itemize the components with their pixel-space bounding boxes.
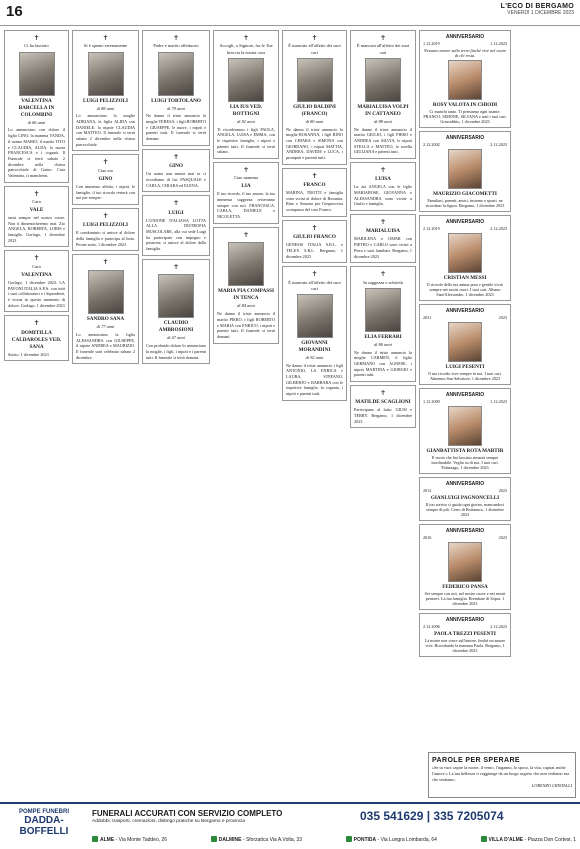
portrait-photo: [88, 52, 124, 96]
portrait-photo: [297, 294, 333, 338]
anniversary-notice: [419, 524, 511, 610]
notice-text: sarai sempre nel nostro cuore. Non ti dimenticheremo mai. Zio ANGELA, ROBERTA, LORIS e famiglie. Gorlago, 1 dicembre 2023: [8, 215, 65, 243]
location-pin-icon: [346, 836, 352, 842]
obituary-notice: [72, 30, 139, 151]
deceased-name: GIOVANNI MORANDINI: [298, 339, 331, 353]
anniversary-dates: [423, 41, 507, 46]
deceased-name: VALE: [29, 207, 44, 214]
notice-text: Ne danno il triste annuncio la moglie TERESA, i figli ROBERTO e GIUSEPPE, le nuore, i nipoti e parenti tutti. Il funerale si terrà domani.: [146, 113, 206, 142]
anniversary-to: 2.12.2023: [490, 142, 507, 147]
portrait-photo: [448, 406, 482, 446]
deceased-name: MARIA PIA COMPASSI IN TENCA: [217, 288, 275, 302]
notice-text: MARILENA e OMAR con PIETRO e CARLO sono vicini a Piero e suoi familiari. Bergamo, 1 dicembre 2023: [354, 236, 412, 259]
portrait-photo: [228, 242, 264, 286]
parole-text: «Se tu vuoi capire la morte, il vento, l'inganno, lo sposo, la vita, capirai anche l'amore.» La tua bellezza ci raggiunge da un luogo segreto che non vediamo ma che sentiamo.: [432, 765, 570, 783]
anniversary-from: 1.12.2019: [423, 41, 440, 46]
anniversary-to: 1.12.2023: [490, 399, 507, 404]
obituary-notice: [4, 315, 69, 361]
deceased-name: LUIGI TORTOLANO: [151, 97, 201, 104]
anniversary-to: 1.12.2023: [490, 41, 507, 46]
cross-icon: ✝: [102, 158, 109, 167]
deceased-name: GINO: [169, 163, 183, 170]
notice-text: Il tuo ricordo, il tuo amore, la tua immensa saggezza resteranno sempre con noi. FRANCESCA, CARLA, DANIELE e NICOLETTA.: [217, 191, 275, 220]
portrait-photo: [19, 52, 55, 96]
cross-icon: ✝: [173, 262, 179, 271]
anniversary-title: ANNIVERSARIO: [445, 617, 485, 623]
obituary-notice: [350, 214, 416, 263]
anniversary-text: Il tuo ricordo vive sempre in noi. I tuoi cari. Almenno San Salvatore, 1 dicembre 2023: [428, 371, 502, 381]
ad-subtitle: Addobbi, trasporti, cremazioni, disbrigo pratiche su Bergamo e provincia: [92, 819, 246, 824]
deceased-name: MATILDE SCAGLIONI: [355, 399, 411, 406]
deceased-name: GINO: [98, 175, 113, 182]
anniversary-from: 2021: [423, 315, 432, 320]
anniversary-title: ANNIVERSARIO: [445, 34, 485, 40]
cross-icon: ✝: [380, 165, 386, 174]
deceased-name: VALENTINA: [21, 271, 52, 278]
anniversary-text: La morte non vince sull'amore, finché un amore vive. Ricordando la mamma Paola. Bergamo, 1 dicembre 2023: [424, 638, 506, 653]
ad-phone: 035 541629 | 335 7205074: [360, 809, 504, 823]
anniversary-notice: [419, 131, 511, 212]
obituary-column: [350, 30, 416, 798]
anniversary-from: 1.12.2009: [423, 399, 440, 404]
anniversary-from: 2.12.2019: [423, 226, 440, 231]
portrait-photo: [448, 60, 482, 100]
notice-text: La zia ANGELA con le figlie MARIAROSE, GIOVANNA e ALESSANDRA sono vicine a Giulio e famiglia.: [354, 184, 412, 207]
notice-intro: Ci ha lasciato: [24, 43, 49, 49]
ad-addresses: [92, 836, 576, 843]
cross-icon: ✝: [33, 254, 40, 263]
anniversary-text: Sei sempre con noi, nel nostro cuore e nei nostri pensieri. La tua famiglia. Brembate di Sopra, 1 dicembre 2023: [424, 591, 506, 606]
notice-text: Ne danno il triste annuncio il marito PIERO, i figli ROBERTO e MARIA con ENRICO, i nipoti e parenti tutti. Il funerale si terrà domani.: [217, 311, 275, 339]
obituary-notice: [72, 208, 139, 251]
anniversary-from: 2.12.2002: [423, 142, 440, 147]
parole-title: PAROLE PER SPERARE: [432, 757, 520, 764]
deceased-name: LUIGI PESENTI: [445, 364, 485, 370]
deceased-name: GIANLUIGI PAGNONCELLI: [430, 495, 500, 501]
page-header: [0, 0, 580, 26]
notice-intro: Padre e marito affettuoso: [153, 43, 199, 49]
anniversary-from: 2016: [423, 535, 432, 540]
anniversary-from: 2012: [423, 488, 432, 493]
deceased-name: PAOLA TREZZI PESENTI: [434, 631, 496, 637]
deceased-name: LIA IUS VED. ROTTIGNI: [229, 103, 263, 117]
deceased-name: LUIGI PELIZZOLI: [82, 222, 129, 229]
deceased-name: FRANCO: [303, 182, 326, 188]
notice-text: Con profondo dolore lo annunciano la moglie, i figli, i nipoti e i parenti tutti. Il funerale si terrà domani.: [146, 343, 206, 360]
cross-icon: ✝: [380, 270, 386, 279]
anniversary-dates: [423, 399, 507, 404]
anniversary-to: 2023: [498, 315, 507, 320]
obituary-notice: [72, 254, 139, 364]
obituary-column: [282, 30, 347, 798]
ad-town: ALME: [100, 837, 115, 843]
ad-title: FUNERALI ACCURATI CON SERVIZIO COMPLETO: [92, 809, 283, 818]
anniversary-title: ANNIVERSARIO: [445, 135, 485, 141]
anniversary-notice: [419, 388, 511, 474]
ad-street: - Via Lungra Lombarda, 64: [376, 837, 437, 843]
anniversary-dates: [423, 624, 507, 629]
ad-address: [92, 836, 167, 843]
notice-intro: Accogli, o Signore, fra le Tue braccia la nostra cara: [219, 43, 273, 55]
portrait-photo: [448, 322, 482, 362]
ad-street: - Sforzatica Via A.Volta, 33: [241, 837, 302, 843]
obituary-notice: [142, 149, 210, 192]
notice-intro: Si è spento serenamente: [83, 43, 128, 49]
obituary-notice: [350, 30, 416, 159]
notice-text: Con immenso affetto, i nipoti, le famiglie, il tuo ricordo resterà con noi per sempre.: [76, 184, 135, 201]
notice-intro: Ciao mamma: [233, 175, 259, 181]
anniversary-to: 2.12.2023: [490, 624, 507, 629]
obituary-notice: [213, 162, 279, 224]
deceased-name: LUIGI PELIZZOLI: [82, 97, 129, 104]
anniversary-text: Il tuo sorriso ci guida ogni giorno, mancandoci sempre di più. Cerro di Bottanuco, 1 dicembre 2023: [425, 502, 505, 517]
anniversary-dates: [423, 226, 507, 231]
age-line: di 92 anni: [237, 118, 255, 124]
age-line: di 84 anni: [237, 303, 255, 309]
obituary-notice: [213, 30, 279, 159]
notice-intro: In saggezza e sobrietà: [363, 279, 403, 285]
anniversary-title: ANNIVERSARIO: [445, 528, 485, 534]
cross-icon: ✝: [173, 199, 179, 208]
notice-text: Un uomo non muore mai se ci ricordiamo di lui. PASQUALE e CARLA, CHIARA ed ELENA.: [146, 171, 206, 188]
deceased-name: ELIA FERRARI: [364, 333, 402, 340]
notice-text: Lo annunciano con dolore il figlio LINO, la mamma VANDA, il nonno MARIO, il marito TITO e CLAUDIA, ALDA, la nuora FRANCESCA e i cognati. Il Funerale si terrà sabato 2 dicembre nella chiesa parrocchiale di Gaino. Cara Valentina, ci mancherai.: [8, 127, 65, 178]
notice-text: Ne danno il triste annuncio la moglie CARMEN, il figlio GERMANO con AGNESE, i nipoti MARTINA e GIORGIO e parenti tutti.: [354, 349, 412, 378]
anniversary-text: Ci manchi tanto. Ti pensiamo ogni istante. FRANCO, SIMONE, SILVANA e tutti i tuoi cari. Grassobbio, 1 dicembre 2023: [423, 109, 507, 124]
anniversary-notice: [419, 215, 511, 301]
ad-address: [211, 836, 302, 843]
age-line: di 80 anni: [305, 118, 324, 124]
cross-icon: ✝: [33, 34, 40, 42]
portrait-photo: [297, 58, 333, 102]
obituary-notice: [350, 266, 416, 382]
notice-text: Ne danno il triste annuncio il marito GIULIO, i figli PIERO e ANDREA con SILVIA, le nipoti STELLA e MATTEO, la sorella GIULIANA e parenti tutti.: [354, 126, 412, 155]
notice-text: Ne danno il triste annuncio i figli ANTONIO, LA ENRICA e LAURA, STEFANO, GILBERTO e BARBARA con le rispettive famiglie, la cognata, i nipoti e parenti tutti.: [286, 362, 343, 397]
logo-line-1: POMPE FUNEBRI: [18, 809, 69, 815]
notice-intro: È mancata all'affetto dei suoi cari: [356, 43, 410, 55]
obituary-notice: [4, 250, 69, 312]
masthead: [501, 3, 574, 16]
obituary-notice: [282, 220, 347, 263]
age-line: di 79 anni: [167, 105, 185, 111]
obituary-notice: [142, 259, 210, 364]
anniversary-quote: Nessuno muore sulla terra finché vive nel cuore di chi resta.: [423, 48, 507, 58]
anniversary-title: ANNIVERSARIO: [445, 392, 485, 398]
anniversary-title: ANNIVERSARIO: [445, 308, 485, 314]
notice-intro: È mancato all'affetto dei suoi cari: [288, 43, 341, 55]
funeral-home-logo: [6, 809, 82, 843]
anniversary-from: 2.12.2006: [423, 624, 440, 629]
anniversary-to: 2023: [498, 535, 507, 540]
deceased-name: CLAUDIO AMBROSIONI: [158, 320, 194, 334]
location-pin-icon: [481, 836, 487, 842]
deceased-name: ROSY VALOTA IN CHIODI: [432, 102, 498, 108]
age-line: di 86 anni: [374, 341, 392, 347]
notice-text: Il condominio si unisce al dolore della famiglia e partecipa al lutto. Pesate sotto, 1 dicembre 2023: [76, 230, 135, 247]
anniversary-to: 2023: [498, 488, 507, 493]
deceased-name: LUIGI: [168, 209, 184, 216]
newspaper-name: L'ECO DI BERGAMO: [500, 3, 574, 10]
portrait-photo: [448, 149, 482, 189]
cross-icon: ✝: [102, 34, 109, 42]
issue-date: VENERDÌ 1 DICEMBRE 2023: [507, 10, 574, 16]
obituary-notice: [282, 266, 347, 401]
deceased-name: MARIALUISA VOLPI IN CATTANEO: [357, 103, 409, 117]
notice-text: Ti ricorderanno i figli PAOLA, ANGELA, LUISA e EMMA, con le rispettive famiglie, i nipoti e parenti tutti. Il funerale si terrà sabato.: [217, 126, 275, 155]
portrait-photo: [158, 274, 194, 318]
deceased-name: DOMITILLA CALDAROLES VED. SANA: [11, 329, 62, 350]
anniversary-dates: [423, 535, 507, 540]
obituary-notice: [282, 168, 347, 217]
cross-icon: ✝: [380, 218, 386, 227]
anniversary-to: 2.12.2023: [490, 226, 507, 231]
deceased-name: MARIALUISA: [365, 228, 400, 235]
deceased-name: GIULIO BALDINI (FRANCO): [293, 103, 336, 117]
cross-icon: ✝: [380, 388, 386, 397]
cross-icon: ✝: [380, 34, 386, 42]
portrait-photo: [158, 52, 194, 96]
deceased-name: CRISTIAN MESSI: [443, 275, 487, 281]
ad-street: - Piazza Don Cortesi, 1: [523, 837, 576, 843]
cross-icon: ✝: [311, 34, 318, 42]
ad-town: DALMINE: [218, 837, 242, 843]
cross-icon: ✝: [311, 171, 318, 180]
parole-per-sperare-box: [428, 752, 576, 798]
logo-line-2: DADDA-BOFFELLI: [19, 815, 69, 837]
deceased-name: MAURIZIO GIACOMETTI: [433, 191, 497, 197]
notice-text: Partecipano al lutto: GIUSI e TERRY. Bergamo, 1 dicembre 2023: [354, 407, 412, 424]
obituary-columns: [4, 30, 576, 798]
deceased-name: SANDRO SANA: [86, 315, 125, 322]
obituary-notice: [142, 30, 210, 146]
anniversary-dates: [423, 488, 507, 493]
cross-icon: ✝: [311, 270, 318, 279]
anniversary-dates: [423, 142, 507, 147]
age-line: di 77 anni: [96, 323, 115, 329]
ad-address: [481, 836, 576, 843]
location-pin-icon: [92, 836, 98, 842]
anniversary-notice: [419, 304, 511, 385]
obituary-notice: [4, 30, 69, 183]
obituary-notice: [213, 227, 279, 344]
obituary-column: [213, 30, 279, 798]
obituary-column: [4, 30, 69, 798]
cross-icon: ✝: [33, 319, 40, 328]
portrait-photo: [448, 542, 482, 582]
notice-intro: Ciao zio: [97, 167, 114, 173]
portrait-photo: [228, 58, 264, 102]
notice-text: Suisio, 1 dicembre 2023: [8, 351, 49, 357]
funeral-home-ad: [0, 802, 580, 849]
location-pin-icon: [211, 836, 217, 842]
cross-icon: ✝: [243, 34, 249, 42]
notice-text: Lo annunciano la figlia ALESSANDRA con GIUSEPPE, il nipote ANDREA e MAURIZIO. Il funerale sarà celebrato sabato 2 dicembre.: [76, 331, 135, 360]
cross-icon: ✝: [243, 165, 249, 174]
obituary-notice: [4, 186, 69, 248]
age-line: di 67 anni: [167, 335, 185, 341]
cross-icon: ✝: [173, 152, 179, 161]
notice-text: Gorlago, 1 dicembre 2023. LA PAVONI ITALIA S.P.A. con tutti i suoi collaboratori e i dipendenti, è vicina in questo momento di dolore. Gorlago, 1 dicembre 2023: [8, 279, 65, 308]
anniversary-notice: [419, 477, 511, 521]
cross-icon: ✝: [102, 212, 109, 221]
anniversary-column: [419, 30, 511, 798]
page-number: 16: [6, 3, 23, 20]
anniversary-title: ANNIVERSARIO: [445, 219, 485, 225]
portrait-photo: [88, 270, 124, 314]
portrait-photo: [365, 288, 401, 332]
portrait-photo: [365, 58, 401, 102]
obituary-notice: [350, 162, 416, 211]
ad-street: - Via Monte Taddeo, 26: [114, 837, 168, 843]
ad-town: VILLA D'ALME: [488, 837, 524, 843]
cross-icon: ✝: [173, 34, 179, 42]
notice-text: Ne danno il triste annuncio la moglie ROSANNA, i figli RINO con CHIARA e SIMONA con GIORDANO, i nipoti MATTIA, ANDREA, DAVIDE e LUCA, i pronipoti e parenti tutti.: [286, 126, 343, 160]
anniversary-text: Il vuoto che hai lasciato rimarrà sempre incolmabile. Veglia su di noi. I tuoi cari. Palazzago, 1 dicembre 2023: [431, 455, 499, 470]
notice-text: MARINA, TROTTI e famiglia sono vicini al dolore di Rosanna, Rino e Simona per l'improvvisa scomparsa del caro Franco.: [286, 190, 343, 213]
portrait-photo: [448, 233, 482, 273]
cross-icon: ✝: [33, 189, 40, 198]
notice-intro: Cara: [32, 198, 41, 204]
deceased-name: GIULIO FRANCO: [293, 234, 336, 241]
cross-icon: ✝: [243, 230, 249, 239]
age-line: di 88 anni: [96, 105, 115, 111]
notice-text: L'UNIONE ITALIANA LOTTA ALLA DISTROFIA MUSCOLARE, alla cui sede Luigi ha partecipato con impegno e passione, si unisce al dolore della famiglia.: [146, 217, 206, 252]
cross-icon: ✝: [102, 258, 109, 267]
cross-icon: ✝: [311, 223, 318, 232]
age-line: di 92 anni: [305, 354, 324, 360]
obituary-notice: [142, 195, 210, 255]
obituary-notice: [282, 30, 347, 165]
obituary-notice: [72, 154, 139, 205]
age-line: di 88 anni: [374, 118, 392, 124]
age-line: di 66 anni: [27, 119, 46, 125]
anniversary-notice: [419, 30, 511, 128]
ad-town: PONTIDA: [353, 837, 377, 843]
anniversary-text: Familiari, parenti, amici, insieme e sposti, ne ricordano la figura. Bergamo, 1 dicembre 2023: [425, 198, 505, 208]
notice-intro: È mancato all'affetto dei suoi cari: [288, 279, 341, 291]
obituary-notice: [350, 385, 416, 428]
deceased-name: GIANBATTISTA ROTA MARTIR: [426, 448, 504, 454]
notice-text: GENESIS ITALIA S.R.L. e TELEX S.R.L. Bergamo, 1 dicembre 2023: [286, 242, 343, 259]
deceased-name: LUISA: [375, 176, 391, 183]
anniversary-text: Il ricordo della tua anima pura e gentile vivrà sempre nei nostri cuori. I tuoi cari. Albano Sant'Alessandro, 1 dicembre 2023: [427, 282, 503, 297]
deceased-name: FEDERICO PANSA: [442, 584, 488, 590]
anniversary-notice: [419, 613, 511, 657]
anniversary-dates: [423, 315, 507, 320]
ad-address: [346, 836, 437, 843]
deceased-name: VALENTINA BARCELLA IN COLOMBINI: [18, 97, 55, 118]
parole-author: LORENZO CRISTALLI: [531, 782, 572, 788]
obituary-column: [72, 30, 139, 798]
anniversary-title: ANNIVERSARIO: [445, 481, 485, 487]
obituary-column: [142, 30, 210, 798]
notice-intro: Cara: [32, 263, 41, 269]
notice-text: Lo annunciano la moglie ADRIANA, la figlia ALIDA con DANIELE, la nipote CLAUDIA con MATTEO. Il funerale si terrà sabato 2 dicembre nella chiesa parrocchiale.: [76, 113, 135, 147]
deceased-name: LIA: [241, 183, 251, 190]
